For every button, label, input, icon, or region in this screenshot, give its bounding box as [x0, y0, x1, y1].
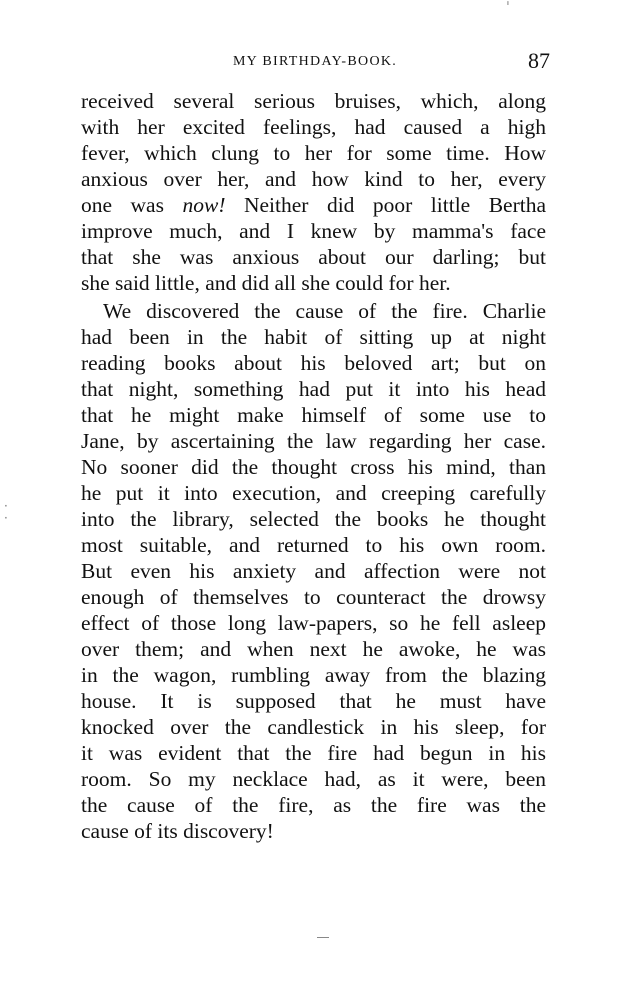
text-line: she said little, and did all she could for her.: [81, 271, 451, 295]
text-line: into the library, selected the books he thought: [81, 507, 546, 531]
text-line: But even his anxiety and affection were not: [81, 559, 546, 583]
paragraph-2: [81, 298, 546, 844]
text-line: had been in the habit of sitting up at night: [81, 325, 546, 349]
text-segment: Neither did poor little Bertha: [243, 193, 546, 217]
text-line: house. It is supposed that he must have: [81, 689, 546, 713]
running-title: MY BIRTHDAY-BOOK.: [232, 54, 398, 69]
text-line: enough of themselves to counteract the drowsy: [81, 585, 546, 609]
text-line: that he might make himself of some use to: [81, 403, 546, 427]
scan-mark-bottom: [317, 937, 329, 938]
text-line: most suitable, and returned to his own room.: [81, 533, 546, 557]
scan-mark-top: ˈ: [506, 0, 510, 16]
text-line: cause of its discovery!: [81, 819, 274, 843]
page-number: 87: [528, 48, 550, 73]
text-line: No sooner did the thought cross his mind, than: [81, 455, 546, 479]
text-line: improve much, and I knew by mamma's face: [81, 219, 546, 243]
text-line: that she was anxious about our darling; but: [81, 245, 546, 269]
text-line: Jane, by ascertaining the law regarding her case.: [81, 429, 546, 453]
text-line: anxious over her, and how kind to her, every: [81, 167, 546, 191]
emphasized-word: now!: [182, 193, 226, 217]
scan-mark-left: · ·: [4, 499, 8, 525]
text-line: that night, something had put it into his head: [81, 377, 546, 401]
text-line: knocked over the candlestick in his sleep, for: [81, 715, 546, 739]
text-line: received several serious bruises, which, along: [81, 89, 546, 113]
text-line: reading books about his beloved art; but on: [81, 351, 546, 375]
text-line: over them; and when next he awoke, he was: [81, 637, 546, 661]
page-body: [81, 88, 546, 844]
text-line-with-emphasis: [81, 192, 546, 218]
text-line: in the wagon, rumbling away from the blazing: [81, 663, 546, 687]
text-line: with her excited feelings, had caused a high: [81, 115, 546, 139]
text-segment: one was: [81, 193, 164, 217]
text-line: he put it into execution, and creeping carefully: [81, 481, 546, 505]
paragraph-1: [81, 88, 546, 296]
page-header: [80, 50, 550, 74]
text-line: effect of those long law-papers, so he fell asleep: [81, 611, 546, 635]
text-line: We discovered the cause of the fire. Charlie: [103, 299, 546, 323]
text-line: room. So my necklace had, as it were, been: [81, 767, 546, 791]
text-line: the cause of the fire, as the fire was the: [81, 793, 546, 817]
text-line: fever, which clung to her for some time. How: [81, 141, 546, 165]
text-line: it was evident that the fire had begun in his: [81, 741, 546, 765]
